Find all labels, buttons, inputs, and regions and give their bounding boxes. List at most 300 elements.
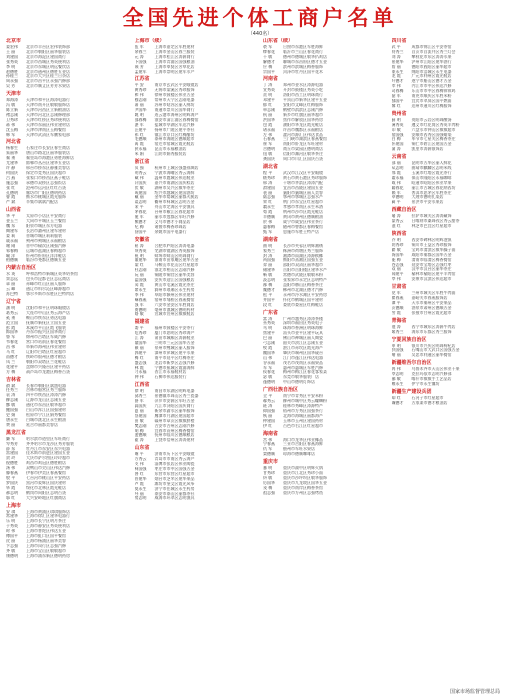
business-name: 六安市金安区军胜商店 — [154, 302, 195, 307]
person-name: 糜德才 — [263, 287, 275, 292]
province-section — [135, 382, 258, 443]
business-name: 岳阳市岳阳楼区建华水产 — [283, 268, 327, 273]
person-name: 裘 军 — [263, 45, 273, 49]
person-name: 经 丽 — [134, 491, 144, 496]
business-name: 三明市三元区国华五金 — [154, 341, 195, 346]
province-section — [263, 164, 386, 235]
person-name: 任秀兰 — [6, 388, 18, 393]
business-name: 天水市秦州区平安果品 — [411, 300, 452, 305]
person-name: 酆 敏 — [6, 403, 16, 408]
business-name: 铜仁市碧江区建国五金 — [411, 142, 452, 147]
person-name: 景建华 — [391, 59, 404, 64]
province-heading: 上海市 — [6, 502, 22, 509]
business-name: 克拉玛依市志明汽修部 — [411, 372, 452, 377]
province-heading: 浙江省 — [134, 159, 150, 166]
business-name: 枣庄市市中区国强五金 — [154, 466, 195, 471]
business-name: 重庆市南岸区梅香茶馆 — [283, 485, 323, 490]
business-name: 临沂市兰山区春花商行 — [283, 49, 323, 54]
person-name: 毛德顺 — [134, 137, 147, 142]
province-heading: 山东省 — [134, 445, 150, 452]
person-name: 富 涛 — [263, 316, 273, 321]
business-name: 北京市通州区德胜五金店 — [26, 69, 70, 74]
person-name: 米 娟 — [134, 152, 144, 157]
person-name: 季 伟 — [134, 292, 144, 297]
business-name: 武汉市江汉区平安眼镜 — [283, 170, 323, 175]
business-name: 嘉兴市南湖区国庆粽店 — [154, 180, 195, 185]
person-name: 姜 莉 — [6, 233, 16, 238]
business-name: 宁德市蕉城区霞浦海鲜 — [154, 365, 195, 370]
business-name: 太原市小店区平安商行 — [26, 214, 66, 219]
person-name: 羿 丽 — [263, 263, 273, 268]
list-item — [263, 380, 386, 385]
province-section — [392, 231, 515, 282]
business-name: 江门市蓬江区伟达电器 — [283, 355, 323, 360]
person-name: 家秀兰 — [263, 248, 275, 253]
business-name: 泰州市海陵区德顺超市 — [154, 137, 195, 142]
person-name: 穆志刚 — [134, 98, 147, 103]
person-name: 怀建国 — [391, 142, 404, 147]
person-name: 羊德顺 — [263, 215, 275, 220]
business-name: 鹰潭市月湖区建国超市 — [154, 413, 195, 418]
business-name: 福州市鼓楼区平安茶行 — [154, 326, 195, 331]
business-name: 朝阳市双塔区兰花鞋店 — [26, 359, 66, 364]
business-name: 珠海市香洲区明珠海鲜 — [283, 326, 323, 331]
person-name: 江 涛 — [134, 336, 144, 341]
business-name: 天津市津南区玉梅餐馆 — [26, 127, 66, 132]
person-name: 惠春梅 — [263, 224, 275, 229]
business-name: 乐山市市中区春梅钵钵鸡 — [411, 89, 456, 94]
person-name: 姬秀兰 — [391, 329, 404, 334]
person-name: 宓 敏 — [263, 375, 273, 380]
business-name: 承德市双桥区志强饭店 — [26, 180, 66, 185]
business-name: 许昌市魏都区永福粮店 — [283, 127, 323, 132]
business-name: 双鸭山市尖山区伟达汽修 — [26, 466, 70, 471]
business-name: 芜湖市镜湖区秀英服饰 — [154, 248, 195, 253]
person-name: 邹春梅 — [6, 248, 18, 253]
business-name: 邯郸市丛台区建华五金店 — [26, 161, 70, 166]
person-name: 曲 明 — [263, 243, 273, 248]
person-name: 罗国庆 — [6, 480, 18, 485]
person-name: 段 红 — [263, 302, 273, 307]
person-name: 干 敏 — [263, 54, 273, 59]
business-name: 苏州市姑苏区丽人绣坊 — [154, 103, 195, 108]
province-heading: 贵州省 — [391, 110, 407, 117]
business-name: 新乡市红旗区丽华超市 — [283, 112, 323, 117]
business-name: 青岛市市南区秀云海产 — [154, 457, 195, 462]
business-name: 重庆市渝中区明辉火锅 — [283, 466, 323, 471]
person-name: 宗国平 — [263, 69, 275, 74]
business-name: 铜陵市铜官区丽华美容 — [154, 273, 195, 278]
business-name: 丽水市莲都区军旺汽修 — [154, 215, 195, 220]
business-name: 淮安市清江浦区春梅餐馆 — [154, 117, 199, 122]
business-name: 百色市右江区红星超市 — [283, 423, 323, 428]
person-name: 童国华 — [134, 341, 147, 346]
person-name: 索永福 — [391, 175, 404, 180]
person-name: 平 安 — [134, 83, 144, 88]
business-name: 宜春市袁州区梅香餐馆 — [154, 428, 195, 433]
business-name: 日照市东港区军胜海鲜 — [283, 45, 323, 49]
business-name: 马鞍山市花山区红星超市 — [154, 263, 199, 268]
person-name: 邬 红 — [6, 495, 16, 500]
person-name: 袁 涛 — [6, 393, 16, 398]
business-name: 广元市利州区霞光鞋店 — [411, 74, 452, 79]
person-name: 危秀珍 — [134, 331, 147, 336]
business-name: 琼海市德顺咖啡店 — [283, 452, 315, 457]
person-name: 安 琪 — [6, 509, 16, 514]
business-name: 上海市浦东新区德明药房 — [26, 553, 70, 558]
person-name: 时 伟 — [6, 529, 16, 534]
business-name: 遵义市红花岗区秀英羊肉粉 — [411, 122, 460, 127]
business-name: 徐州市鼓楼区伟业五金 — [154, 93, 195, 98]
business-name: 五家渠市德才粮油店 — [411, 400, 448, 405]
person-name: 舒国平 — [134, 229, 147, 234]
business-name: 郴州市北湖区德才汽修 — [283, 287, 323, 292]
business-name: 石家庄市长安区春生商店 — [26, 146, 70, 151]
person-name: 昝 红 — [134, 471, 144, 476]
business-name: 丽江市古城区春花纳西坊 — [411, 185, 456, 190]
person-name: 储建华 — [263, 268, 275, 273]
person-name: 孙桂兰 — [6, 74, 18, 79]
person-name: 宿国强 — [391, 132, 404, 137]
person-name: 鲁 军 — [6, 335, 16, 340]
list-item — [135, 438, 258, 443]
business-name: 上海市静安区秀英便利店 — [26, 524, 70, 529]
person-name: 刘 涛 — [391, 54, 401, 59]
person-name: 颜 丽 — [134, 345, 144, 350]
province-section — [392, 38, 515, 109]
person-name: 卢 霞 — [134, 481, 144, 486]
business-name: 扬州市广陵区建平茶社 — [154, 127, 195, 132]
business-name: 怀化市鹤城区国平建材 — [283, 297, 323, 302]
person-name: 岑秀芳 — [6, 441, 18, 446]
province-heading: 安徽省 — [134, 236, 150, 243]
person-name: 华 平 — [6, 214, 16, 219]
province-section — [392, 360, 515, 387]
business-name: 绵阳市涪城区永生电器 — [411, 69, 452, 74]
person-name: 逄 涛 — [391, 324, 401, 329]
business-name: 赤峰市红山区丽人服饰 — [26, 282, 66, 287]
person-name: 茅春花 — [134, 210, 147, 215]
business-name: 桂林市秀峰区涛源特产 — [283, 404, 323, 408]
business-name: 重庆市九龙坡区国华五金 — [283, 480, 327, 485]
person-name: 王 丽 — [6, 49, 16, 54]
business-name: 抚顺市新抚区立国五金 — [26, 320, 66, 325]
person-name: 嵇秀珍 — [263, 175, 275, 180]
business-name: 黄山市屯溪区霞光茶庄 — [154, 282, 195, 287]
person-name: 尹国华 — [134, 107, 147, 112]
person-name: 施志强 — [6, 180, 18, 185]
person-name: 从志明 — [391, 166, 404, 171]
business-name: 内江市市中区伟达汽修 — [411, 84, 452, 89]
person-name: 双 丽 — [391, 267, 401, 272]
list-item — [6, 496, 129, 501]
business-name: 上海市嘉定区军胜建材 — [154, 45, 195, 49]
person-name: 宋 平 — [134, 205, 144, 210]
business-name: 黑河市爱辉区国庆建材 — [26, 480, 66, 485]
person-name: 贲 明 — [263, 93, 273, 98]
person-name: 蓬德明 — [263, 380, 275, 385]
business-name: 茂名市茂南区永福果品 — [283, 360, 323, 365]
person-name: 杜志刚 — [134, 268, 147, 273]
list-item — [392, 104, 515, 109]
person-name: 钟 伟 — [134, 375, 144, 380]
person-name: 何国庆 — [6, 170, 18, 175]
list-item — [392, 224, 515, 229]
province-heading: 河南省 — [263, 76, 279, 83]
list-item — [263, 230, 386, 235]
business-name: 阜阳市颍州区伟业建材 — [154, 292, 195, 297]
business-name: 连云港市海州区明辉海产 — [154, 112, 199, 117]
business-name: 铁岭市银州区德才粮店 — [26, 354, 66, 359]
business-name: 三门峡市湖滨区春燕餐馆 — [283, 137, 327, 142]
person-name: 倪德胜 — [6, 461, 18, 466]
person-name: 花建平 — [6, 364, 18, 369]
person-name: 张秀英 — [6, 59, 18, 64]
business-name: 北京市海淀区建国商行 — [26, 54, 66, 59]
person-name: 管建华 — [134, 476, 147, 481]
person-name: 闵 霞 — [134, 282, 144, 287]
person-name: 章 丽 — [6, 282, 16, 287]
business-name: 大兴安岭地区红旗商店 — [26, 495, 66, 500]
person-name: 滑建国 — [263, 185, 275, 190]
business-name: 鸡西市鸡冠区德胜粮店 — [26, 461, 66, 466]
person-name: 武 平 — [391, 45, 401, 49]
page-subtitle: （440名） — [247, 31, 273, 37]
business-name: 吉林市船营区秀兰服饰 — [26, 388, 66, 393]
person-name: 窦志远 — [6, 277, 18, 282]
business-name: 西安市碑林区明辉泡馍 — [411, 238, 452, 242]
list-item — [392, 311, 515, 316]
business-name: 烟台市芝罘区建华果品 — [154, 476, 195, 481]
list-item — [6, 84, 129, 89]
business-name: 毕节市七星关区梅香茶庄 — [411, 137, 456, 142]
business-name: 通化市东昌区敏华超市 — [26, 403, 66, 408]
business-name: 衡阳市蒸湘区国强五金 — [283, 258, 323, 263]
business-name: 成都市锦江区平安茶馆 — [411, 45, 452, 49]
business-name: 唐山市路北区丽华服装店 — [26, 151, 70, 156]
person-name: 钭 敏 — [263, 475, 273, 480]
person-name: 璩德才 — [391, 400, 404, 405]
person-name: 戎 梅 — [263, 485, 273, 490]
business-name: 抚州市临川区德顺粮店 — [154, 433, 195, 438]
person-name: 田 敏 — [134, 418, 144, 423]
person-name: 唐永生 — [6, 417, 18, 422]
business-name: 杭州市上城区强盛丝绸店 — [154, 166, 199, 171]
person-name: 荀 霞 — [263, 210, 273, 215]
business-name: 益阳市赫山区梅香茶庄 — [283, 282, 323, 287]
business-name: 嘉峪关市春燕服饰店 — [411, 296, 448, 301]
business-name: 大庆市萨尔图区玲玲超市 — [26, 456, 70, 461]
business-name: 德州市德城区敏华扒鸡店 — [283, 54, 327, 59]
province-section — [6, 377, 129, 428]
business-name: 贵阳市云岩区明珠酸汤 — [411, 117, 452, 122]
list-item — [6, 292, 129, 297]
province-section — [263, 237, 386, 308]
person-name: 荣 红 — [263, 200, 273, 205]
person-name: 印 敏 — [391, 127, 401, 132]
person-name: 符秀兰 — [391, 49, 404, 54]
person-name: 汤 伟 — [6, 466, 16, 471]
person-name: 吉德明 — [263, 147, 275, 152]
person-name: 魏 东 — [6, 224, 16, 229]
business-name: 七台河市桃山区平安药店 — [26, 475, 70, 480]
person-name: 李 明 — [6, 64, 16, 69]
business-name: 三亚市吉阳区春燕海鲜 — [283, 442, 323, 447]
province-heading: 山西省 — [6, 207, 22, 214]
person-name: 殷 平 — [6, 475, 16, 480]
province-section — [6, 503, 129, 559]
person-name: 于秀英 — [6, 524, 18, 529]
business-name: 常德市武陵区敏敏米粉 — [283, 273, 323, 278]
person-name: 甘秀珍 — [263, 471, 275, 476]
person-name: 井国平 — [263, 297, 275, 302]
business-name: 秦皇岛市海港区勇胜海鲜店 — [26, 156, 74, 161]
person-name: 贡德顺 — [391, 305, 404, 310]
business-name: 滁州市琅琊区永生药房 — [154, 287, 195, 292]
business-name: 拉萨市城关区涛涛藏饰 — [411, 214, 452, 219]
person-name: 郝志明 — [6, 490, 18, 495]
person-name: 扶国强 — [391, 348, 404, 353]
business-name: 四平市铁西区涛涛汽修 — [26, 393, 66, 398]
person-name: 骆 军 — [134, 399, 144, 404]
business-name: 安庆市迎江区国强粮店 — [154, 278, 195, 283]
business-name: 济南市历下区平安眼镜 — [154, 452, 195, 457]
business-name: 本溪市平山区霞飞服装 — [26, 325, 66, 330]
business-name: 锦州市古塔区军威汽修 — [26, 335, 66, 340]
person-name: 梅 红 — [134, 355, 144, 360]
person-name: 牧 霞 — [263, 345, 273, 350]
business-name: 景德镇市珠山区秀兰瓷器 — [154, 394, 199, 399]
business-name: 宜宾市翠屏区国平燃面 — [411, 98, 452, 103]
person-name: 莫永生 — [134, 486, 147, 491]
person-name: 栾德顺 — [263, 452, 275, 457]
person-name: 叶德才 — [391, 79, 404, 84]
business-name: 自贡市自流井区秀兰灯会 — [411, 49, 456, 54]
person-name: 柯国强 — [134, 466, 147, 471]
business-name: 十堰市茅箭区涛涛汽配 — [283, 180, 323, 185]
business-name: 铜川市王益区秀珍服饰 — [411, 242, 452, 247]
business-name: 威海市环翠区志明渔具 — [154, 496, 195, 501]
business-name: 辽源市龙山区志刚五金 — [26, 398, 66, 403]
business-name: 白城市洮北区永生粮油 — [26, 417, 66, 422]
person-name: 邰 丽 — [391, 161, 401, 166]
business-name: 肇庆市端州区国华砚台 — [283, 350, 323, 355]
person-name: 柏德顺 — [6, 258, 18, 263]
list-item — [263, 452, 386, 457]
person-name: 黎 红 — [391, 103, 401, 108]
business-name: 凯里市涛源银饰店 — [411, 147, 444, 152]
person-name: 马 红 — [6, 350, 16, 355]
person-name: 席永生 — [134, 287, 147, 292]
province-heading: 甘肃省 — [391, 284, 407, 291]
person-name: 钮 敏 — [263, 152, 273, 157]
person-name: 侯春花 — [263, 370, 275, 375]
business-name: 大同市平城区玉兰餐馆 — [26, 219, 66, 224]
business-name: 衢州市柯城区志明五金 — [154, 200, 195, 205]
person-name: 滕春燕 — [6, 471, 18, 476]
person-name: 柳志刚 — [6, 398, 18, 403]
person-name: 司春梅 — [391, 89, 404, 94]
person-name: 樊志刚 — [134, 423, 147, 428]
business-name: 辽阳市白塔区红星超市 — [26, 350, 66, 355]
list-item — [263, 424, 386, 429]
business-name: 儋州市军旺水果店 — [283, 447, 315, 452]
person-name: 鬱 敏 — [391, 247, 401, 252]
person-name: 孔德明 — [6, 190, 18, 195]
person-name: 左 伟 — [263, 132, 273, 137]
business-name: 天津市河西区立新粮油店 — [26, 107, 70, 112]
person-name: 祝 明 — [134, 253, 144, 258]
business-name: 聊城市东昌府区德才五金 — [283, 59, 327, 64]
province-heading: 内蒙古自治区 — [6, 265, 37, 272]
business-name: 上海市黄浦区琪琪服饰店 — [26, 509, 70, 514]
business-name: 张家界市永定区志明特产 — [283, 278, 327, 283]
person-name: 黄秀珍 — [134, 88, 147, 93]
list-item — [6, 370, 129, 375]
province-section — [135, 319, 258, 380]
person-name: 於 伟 — [263, 220, 273, 224]
person-name: 周永强 — [6, 79, 18, 84]
list-item — [6, 133, 129, 138]
person-name: 韶 军 — [391, 94, 401, 99]
province-section — [392, 111, 515, 152]
list-item — [392, 277, 515, 282]
business-name: 酒泉市肃州区德顺五金 — [411, 305, 452, 310]
person-name: 蓝国强 — [134, 278, 147, 283]
list-column — [6, 38, 129, 685]
province-heading: 北京市 — [6, 38, 22, 44]
person-name: 姜宏伟 — [6, 45, 18, 49]
person-name: 莘 伟 — [391, 277, 401, 282]
business-name: 上海市长宁区明月茶庄 — [26, 519, 66, 524]
business-name: 台州市椒江区春花超市 — [154, 210, 195, 215]
person-name: 伍 军 — [134, 45, 144, 49]
list-item — [392, 147, 515, 152]
province-heading: 江西省 — [134, 382, 150, 389]
list-item — [392, 401, 515, 406]
person-name: 蒲 涛 — [391, 147, 401, 152]
province-heading: 广西壮族自治区 — [263, 387, 299, 394]
business-name: 厦门市思明区秀珍海产 — [154, 331, 195, 336]
person-name: 暴 明 — [263, 466, 273, 471]
business-name: 延安市宝塔区志强红枣 — [411, 262, 452, 267]
business-name: 菏泽市牡丹区国平花木 — [283, 69, 323, 74]
person-name: 费 丽 — [6, 422, 16, 427]
business-name: 常州市天宁区志刚电器 — [154, 98, 195, 103]
business-name: 昭通市昭阳区伟业苹果 — [411, 180, 452, 185]
business-name: 南通市崇川区国华商行 — [154, 107, 195, 112]
business-name: 无锡市梁溪区秀珍服饰 — [154, 88, 195, 93]
business-name: 义乌市德才小商品店 — [154, 220, 191, 224]
person-name: 褚志刚 — [6, 112, 18, 117]
person-name: 全 平 — [263, 394, 273, 399]
business-name: 榆林市榆阳区建平羊肉馆 — [411, 272, 456, 277]
business-name: 重庆市万州区志强烤鱼 — [283, 490, 323, 495]
person-name: 焦建平 — [263, 331, 275, 336]
person-name: 车 军 — [263, 365, 273, 370]
person-name: 郦 敏 — [391, 377, 401, 382]
person-name: 郎国华 — [6, 330, 18, 335]
person-name: 臧 伟 — [134, 175, 144, 180]
business-name: 大理市德明扎染店 — [411, 195, 444, 200]
business-name: 商丘市梁园区德明商店 — [283, 147, 323, 152]
business-name: 银川市兴庆区明珠枸杞店 — [411, 343, 456, 348]
province-heading: 广东省 — [263, 309, 279, 316]
issuer-footer: 国家市场监督管理总局 — [449, 689, 500, 695]
business-name: 潍坊市奎文区霞光风筝 — [154, 481, 195, 486]
person-name: 喻 洋 — [6, 253, 16, 258]
business-name: 廊坊市广阳区德明药店 — [26, 190, 66, 195]
